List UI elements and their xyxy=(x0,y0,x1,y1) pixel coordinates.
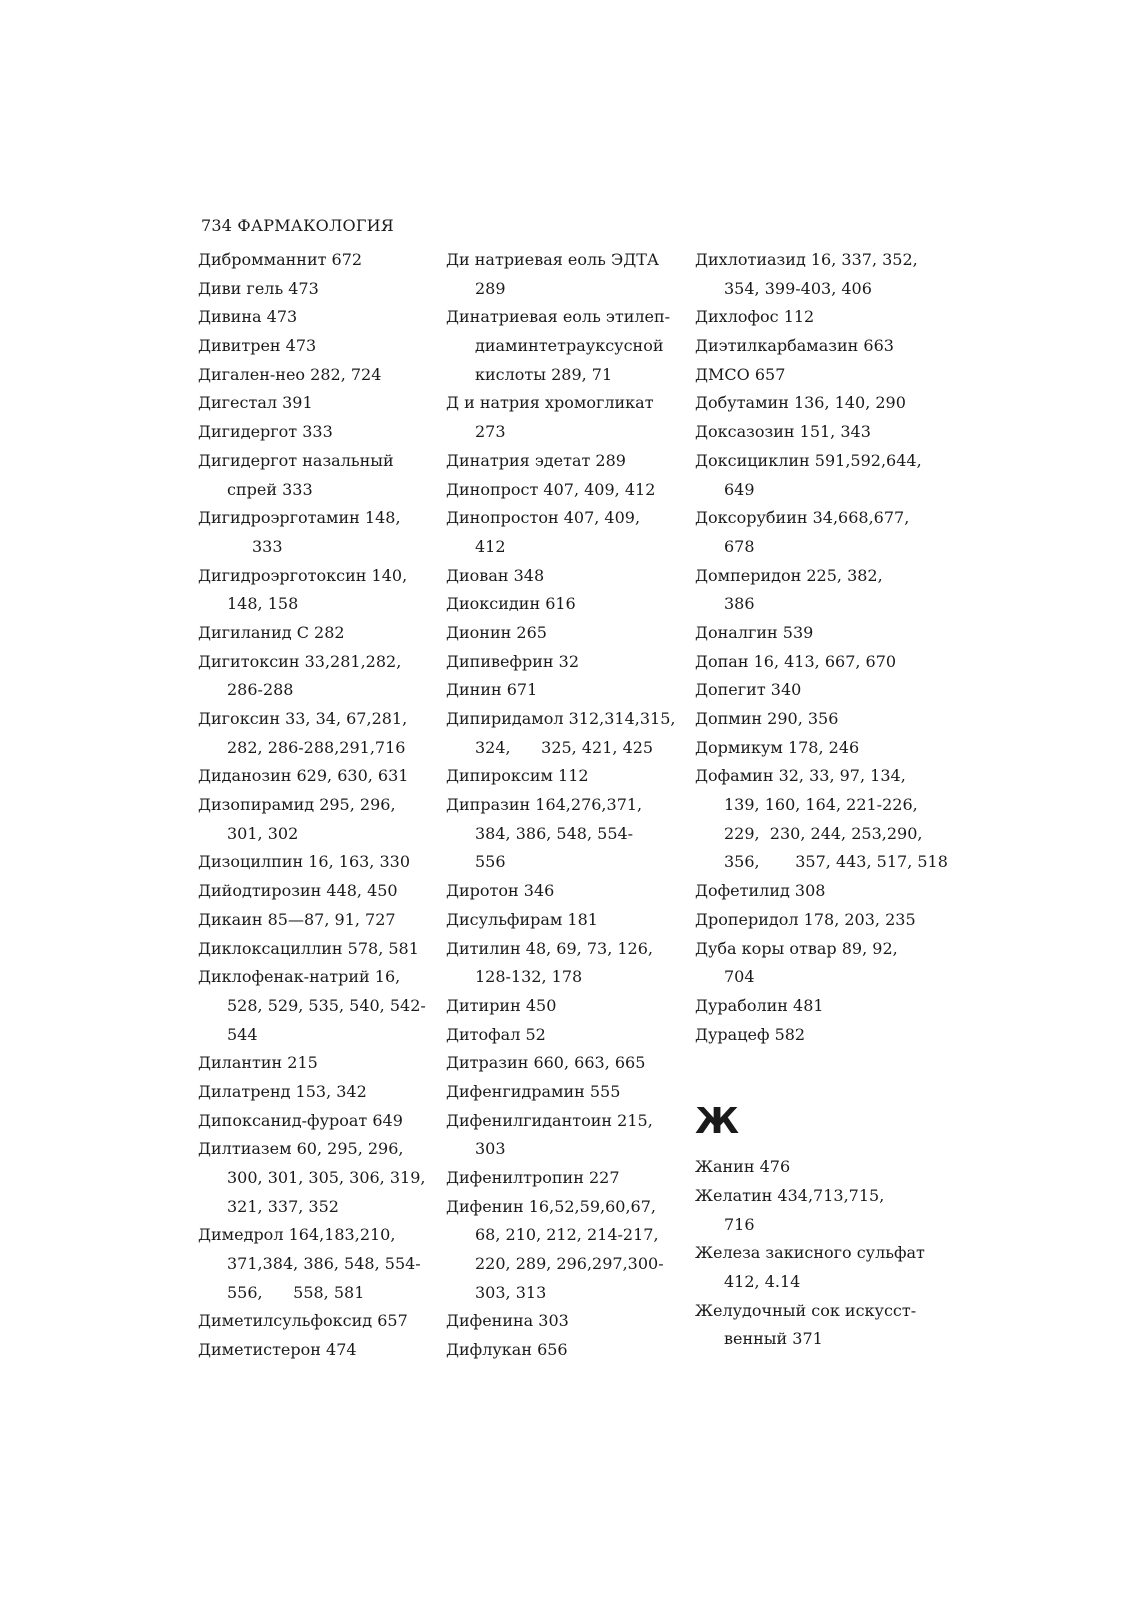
index-entry: Диэтилкарбамазин 663 xyxy=(695,336,894,356)
index-entry: ДМСО 657 xyxy=(695,364,786,384)
index-entry: Д и натрия хромогликат xyxy=(446,393,654,413)
index-entry-continuation: 273 xyxy=(475,422,506,442)
index-entry: Дикаин 85—87, 91, 727 xyxy=(198,909,396,929)
index-entry: Диви гель 473 xyxy=(198,278,319,298)
index-entry: Дормикум 178, 246 xyxy=(695,737,860,757)
index-entry: Дигоксин 33, 34, 67,281, xyxy=(198,709,408,728)
index-entry: Дионин 265 xyxy=(446,622,547,642)
index-entry: Дигидергот 333 xyxy=(198,422,333,442)
index-entry: Жанин 476 xyxy=(695,1157,791,1177)
index-entry-continuation: 556, 558, 581 xyxy=(227,1282,365,1302)
index-entry-continuation: 704 xyxy=(724,967,755,987)
index-entry-continuation: 354, 399-403, 406 xyxy=(724,278,872,298)
index-entry: Добутамин 136, 140, 290 xyxy=(695,393,906,413)
index-entry: Дигидергот назальный xyxy=(198,450,394,470)
index-entry: Дивина 473 xyxy=(198,307,298,327)
index-entry: Динопрост 407, 409, 412 xyxy=(446,479,656,499)
index-entry-continuation: 528, 529, 535, 540, 542- xyxy=(227,995,426,1015)
index-entry-continuation: 356, 357, 443, 517, 518 xyxy=(724,852,948,872)
index-column-3 xyxy=(695,246,955,1354)
index-entry-continuation: 282, 286-288,291,716 xyxy=(227,737,406,757)
index-entry: Дигиланид С 282 xyxy=(198,622,345,642)
index-entry-continuation: 324, 325, 421, 425 xyxy=(475,737,654,757)
index-entry: Дитилин 48, 69, 73, 126, xyxy=(446,938,653,958)
index-entry: Дитразин 660, 663, 665 xyxy=(446,1053,646,1073)
index-entry: Дипиридамол 312,314,315, xyxy=(446,709,676,728)
index-entry: Дигидроэрготамин 148, xyxy=(198,508,401,528)
index-entry: Диротон 346 xyxy=(446,881,555,901)
index-entry-continuation: венный 371 xyxy=(724,1329,823,1349)
index-entry: Дизопирамид 295, 296, xyxy=(198,795,396,815)
index-entry: Динопростон 407, 409, xyxy=(446,508,641,528)
index-entry-continuation: 289 xyxy=(475,278,506,298)
index-entry: Дигидроэрготоксин 140, xyxy=(198,565,408,585)
index-entry: Дифлукан 656 xyxy=(446,1340,568,1360)
index-entry: Дизоцилпин 16, 163, 330 xyxy=(198,852,411,872)
index-entry-continuation: 412, 4.14 xyxy=(724,1272,801,1291)
index-entry: Доналгин 539 xyxy=(695,622,814,642)
index-entry-continuation: 321, 337, 352 xyxy=(227,1196,339,1216)
index-entry-continuation: 716 xyxy=(724,1214,755,1234)
index-entry-continuation: кислоты 289, 71 xyxy=(475,364,613,384)
index-entry-continuation: 301, 302 xyxy=(227,823,299,843)
index-entry: Диован 348 xyxy=(446,565,545,585)
index-entry-continuation: 678 xyxy=(724,536,755,556)
index-entry: Допегит 340 xyxy=(695,680,802,700)
index-entry: Дисульфирам 181 xyxy=(446,909,598,929)
index-column-1 xyxy=(198,246,448,1365)
index-entry-continuation: 148, 158 xyxy=(227,594,299,614)
index-entry: Дофетилид 308 xyxy=(695,881,826,901)
index-entry-continuation: 300, 301, 305, 306, 319, xyxy=(227,1168,426,1187)
index-entry-continuation: 371,384, 386, 548, 554- xyxy=(227,1254,421,1274)
index-entry: Диклофенак-натрий 16, xyxy=(198,967,401,987)
index-entry: Доксорубиин 34,668,677, xyxy=(695,508,910,528)
index-entry-continuation: 649 xyxy=(724,479,755,499)
index-entry: Доксазозин 151, 343 xyxy=(695,422,871,442)
index-entry: Дуба коры отвар 89, 92, xyxy=(695,938,898,958)
index-entry: Дофамин 32, 33, 97, 134, xyxy=(695,766,906,786)
index-entry: Дилтиазем 60, 295, 296, xyxy=(198,1139,404,1159)
index-entry: Дипоксанид-фуроат 649 xyxy=(198,1110,403,1130)
index-entry: Динин 671 xyxy=(446,680,538,700)
index-entry-continuation: 128-132, 178 xyxy=(475,967,583,987)
index-entry: Дихлотиазид 16, 337, 352, xyxy=(695,250,918,269)
index-entry: Димедрол 164,183,210, xyxy=(198,1225,396,1245)
index-entry: Допмин 290, 356 xyxy=(695,709,839,728)
index-entry-continuation: 139, 160, 164, 221-226, xyxy=(724,795,918,815)
index-entry: Дроперидол 178, 203, 235 xyxy=(695,909,916,929)
index-entry: Дифенгидрамин 555 xyxy=(446,1081,621,1101)
index-entry-continuation: 229, 230, 244, 253,290, xyxy=(724,823,923,843)
section-letter-heading: Ж xyxy=(695,1101,740,1143)
index-entry-continuation: 386 xyxy=(724,594,755,614)
index-entry-continuation: 220, 289, 296,297,300- xyxy=(475,1254,664,1274)
index-entry-continuation: 556 xyxy=(475,852,506,872)
index-entry-continuation: 303 xyxy=(475,1139,506,1159)
index-entry: Дипивефрин 32 xyxy=(446,651,580,671)
index-entry-continuation: 68, 210, 212, 214-217, xyxy=(475,1225,659,1245)
index-entry: Дийодтирозин 448, 450 xyxy=(198,881,398,901)
index-entry: Ди натриевая еоль ЭДТА xyxy=(446,250,660,269)
index-entry: Желудочный сок искусст- xyxy=(695,1300,917,1320)
index-entry: Диклоксациллин 578, 581 xyxy=(198,938,419,958)
index-entry-continuation: спрей 333 xyxy=(227,479,313,499)
index-entry: Диданозин 629, 630, 631 xyxy=(198,766,409,786)
index-entry: Диметилсульфоксид 657 xyxy=(198,1311,408,1331)
index-entry: Дигитоксин 33,281,282, xyxy=(198,651,402,671)
index-entry: Динатрия эдетат 289 xyxy=(446,450,626,470)
index-entry: Дивитрен 473 xyxy=(198,336,317,356)
index-entry: Дибромманнит 672 xyxy=(198,250,363,269)
page-header: 734 ФАРМАКОЛОГИЯ xyxy=(201,216,394,235)
index-entry-continuation: 286-288 xyxy=(227,680,294,700)
index-entry: Дипироксим 112 xyxy=(446,766,589,786)
index-entry-continuation: 333 xyxy=(252,536,283,556)
index-entry: Дитофал 52 xyxy=(446,1024,546,1044)
section-gap xyxy=(695,1049,955,1091)
index-entry: Домперидон 225, 382, xyxy=(695,565,883,585)
index-entry: Желатин 434,713,715, xyxy=(695,1185,885,1205)
index-entry: Дилатренд 153, 342 xyxy=(198,1081,367,1101)
index-entry: Динатриевая еоль этилеп- xyxy=(446,307,671,327)
index-entry: Дурацеф 582 xyxy=(695,1024,806,1044)
index-entry: Дифенин 16,52,59,60,67, xyxy=(446,1196,656,1216)
index-entry: Дипразин 164,276,371, xyxy=(446,795,643,815)
index-entry-continuation: 303, 313 xyxy=(475,1282,547,1302)
index-entry-continuation: диаминтетрауксусной xyxy=(475,336,664,356)
index-entry-continuation: 544 xyxy=(227,1024,258,1044)
index-column-2 xyxy=(446,246,696,1365)
index-entry: Дигален-нео 282, 724 xyxy=(198,364,382,384)
index-entry: Доксициклин 591,592,644, xyxy=(695,450,922,470)
index-entry: Дифенилгидантоин 215, xyxy=(446,1110,653,1130)
index-entry: Дилантин 215 xyxy=(198,1053,318,1073)
index-entry: Диоксидин 616 xyxy=(446,594,576,614)
index-entry: Диметистерон 474 xyxy=(198,1340,357,1360)
index-entry: Дифенина 303 xyxy=(446,1311,569,1331)
index-entry: Дигестал 391 xyxy=(198,393,313,413)
index-entry-continuation: 384, 386, 548, 554- xyxy=(475,823,634,843)
index-entry: Дифенилтропин 227 xyxy=(446,1168,620,1187)
index-entry: Дихлофос 112 xyxy=(695,307,815,327)
index-entry: Дитирин 450 xyxy=(446,995,557,1015)
index-entry: Железа закисного сульфат xyxy=(695,1243,925,1263)
index-entry-continuation: 412 xyxy=(475,536,506,556)
index-entry: Допан 16, 413, 667, 670 xyxy=(695,651,897,671)
index-entry: Дураболин 481 xyxy=(695,995,824,1015)
